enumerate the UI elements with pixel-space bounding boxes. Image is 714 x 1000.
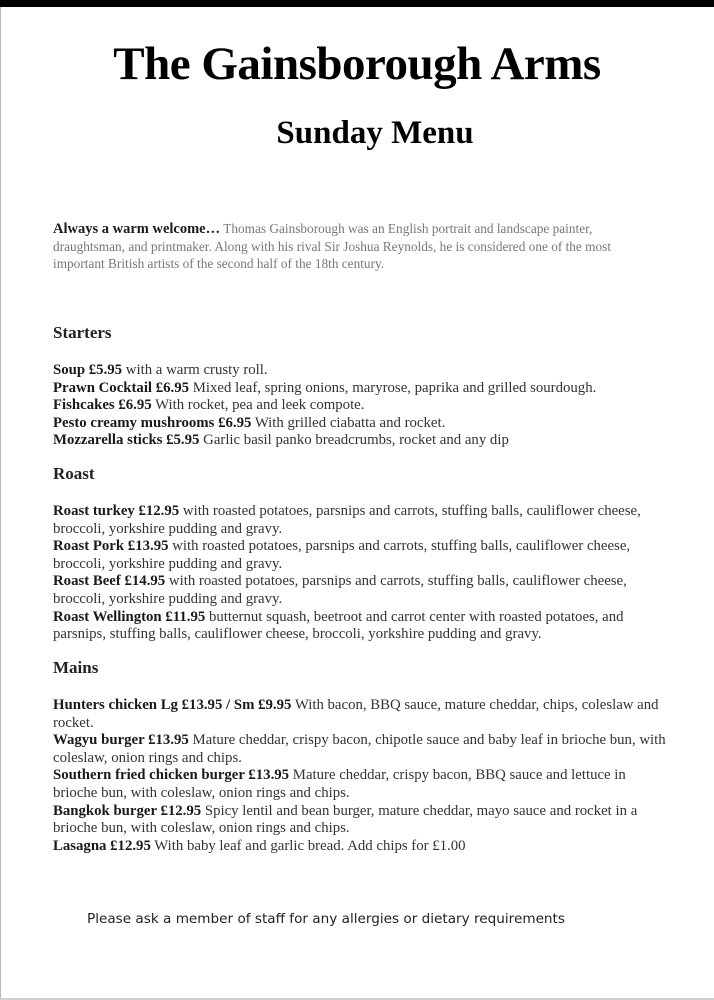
item-description: Mature cheddar, crispy bacon, chipotle sauce and baby leaf in brioche bun, with coleslaw, onion rings and chips. bbox=[53, 732, 666, 766]
item-name-price: Hunters chicken Lg £13.95 / Sm £9.95 bbox=[53, 697, 292, 713]
intro-lead: Always a warm welcome… bbox=[53, 221, 221, 237]
menu-item bbox=[53, 573, 673, 608]
menu-item bbox=[53, 697, 673, 732]
top-border bbox=[0, 0, 714, 7]
item-description: With grilled ciabatta and rocket. bbox=[254, 414, 446, 431]
menu-item bbox=[53, 538, 673, 573]
item-description: with roasted potatoes, parsnips and carrots, stuffing balls, cauliflower cheese, broccoli, yorkshire pudding and gravy. bbox=[53, 538, 631, 572]
menu-item bbox=[53, 732, 673, 767]
item-description: With bacon, BBQ sauce, mature cheddar, chips, coleslaw and rocket. bbox=[53, 697, 659, 731]
item-name-price: Roast Beef £14.95 bbox=[53, 573, 166, 590]
menu-item bbox=[53, 432, 673, 450]
section-roast bbox=[53, 463, 673, 644]
item-name-price: Prawn Cocktail £6.95 bbox=[53, 379, 190, 396]
intro-paragraph bbox=[53, 220, 663, 272]
item-name-price: Pesto creamy mushrooms £6.95 bbox=[53, 414, 252, 431]
menu-item bbox=[53, 362, 673, 380]
menu-item bbox=[53, 380, 673, 398]
item-description: butternut squash, beetroot and carrot center with roasted potatoes, and parsnips, stuffing balls, cauliflower cheese, broccoli, yorkshire pudding and gravy. bbox=[53, 608, 624, 643]
item-description: with roasted potatoes, parsnips and carrots, stuffing balls, cauliflower cheese, broccoli, yorkshire pudding and gravy. bbox=[53, 573, 627, 607]
allergy-notice: Please ask a member of staff for any allergies or dietary requirements bbox=[87, 911, 565, 927]
menu-subtitle: Sunday Menu bbox=[276, 115, 474, 151]
item-name-price: Bangkok burger £12.95 bbox=[53, 802, 202, 819]
item-description: Garlic basil panko breadcrumbs, rocket and any dip bbox=[203, 432, 509, 449]
section-heading: Mains bbox=[53, 658, 99, 677]
item-description: Mature cheddar, crispy bacon, BBQ sauce and lettuce in brioche bun, with coleslaw, onion rings and chips. bbox=[53, 767, 626, 801]
item-name-price: Roast Pork £13.95 bbox=[53, 538, 169, 555]
section-heading: Starters bbox=[53, 323, 112, 342]
section-mains bbox=[53, 657, 673, 855]
menu-item bbox=[53, 609, 673, 644]
item-description: With baby leaf and garlic bread. Add chips for £1.00 bbox=[154, 837, 466, 854]
menu-item bbox=[53, 415, 673, 433]
menu-item bbox=[53, 503, 673, 538]
restaurant-title: The Gainsborough Arms bbox=[113, 38, 601, 90]
menu-item bbox=[53, 397, 673, 415]
item-name-price: Soup £5.95 bbox=[53, 362, 123, 378]
item-description: Mixed leaf, spring onions, maryrose, paprika and grilled sourdough. bbox=[192, 379, 597, 396]
item-name-price: Mozzarella sticks £5.95 bbox=[53, 432, 200, 449]
item-description: with roasted potatoes, parsnips and carrots, stuffing balls, cauliflower cheese, broccoli, yorkshire pudding and gravy. bbox=[53, 503, 641, 537]
item-description: With rocket, pea and leek compote. bbox=[155, 397, 365, 414]
item-name-price: Roast Wellington £11.95 bbox=[53, 608, 206, 625]
item-name-price: Lasagna £12.95 bbox=[53, 837, 151, 854]
menu-item bbox=[53, 838, 673, 856]
item-description: Spicy lentil and bean burger, mature cheddar, mayo sauce and rocket in a brioche bun, with coleslaw, onion rings and chips. bbox=[53, 802, 638, 837]
item-name-price: Wagyu burger £13.95 bbox=[53, 732, 189, 749]
intro-text: Thomas Gainsborough was an English portrait and landscape painter, draughtsman, and printmaker. Along with his rival Sir Joshua Reynolds, he is considered one of the most important British artists of the second half of the 18th century. bbox=[53, 221, 612, 271]
left-border bbox=[0, 7, 1, 1000]
menu-item bbox=[53, 803, 673, 838]
item-description: with a warm crusty roll. bbox=[125, 362, 268, 378]
item-name-price: Roast turkey £12.95 bbox=[53, 503, 180, 519]
menu-item bbox=[53, 767, 673, 802]
item-name-price: Southern fried chicken burger £13.95 bbox=[53, 767, 290, 784]
item-name-price: Fishcakes £6.95 bbox=[53, 397, 152, 414]
section-heading: Roast bbox=[53, 464, 95, 483]
section-starters bbox=[53, 322, 673, 450]
